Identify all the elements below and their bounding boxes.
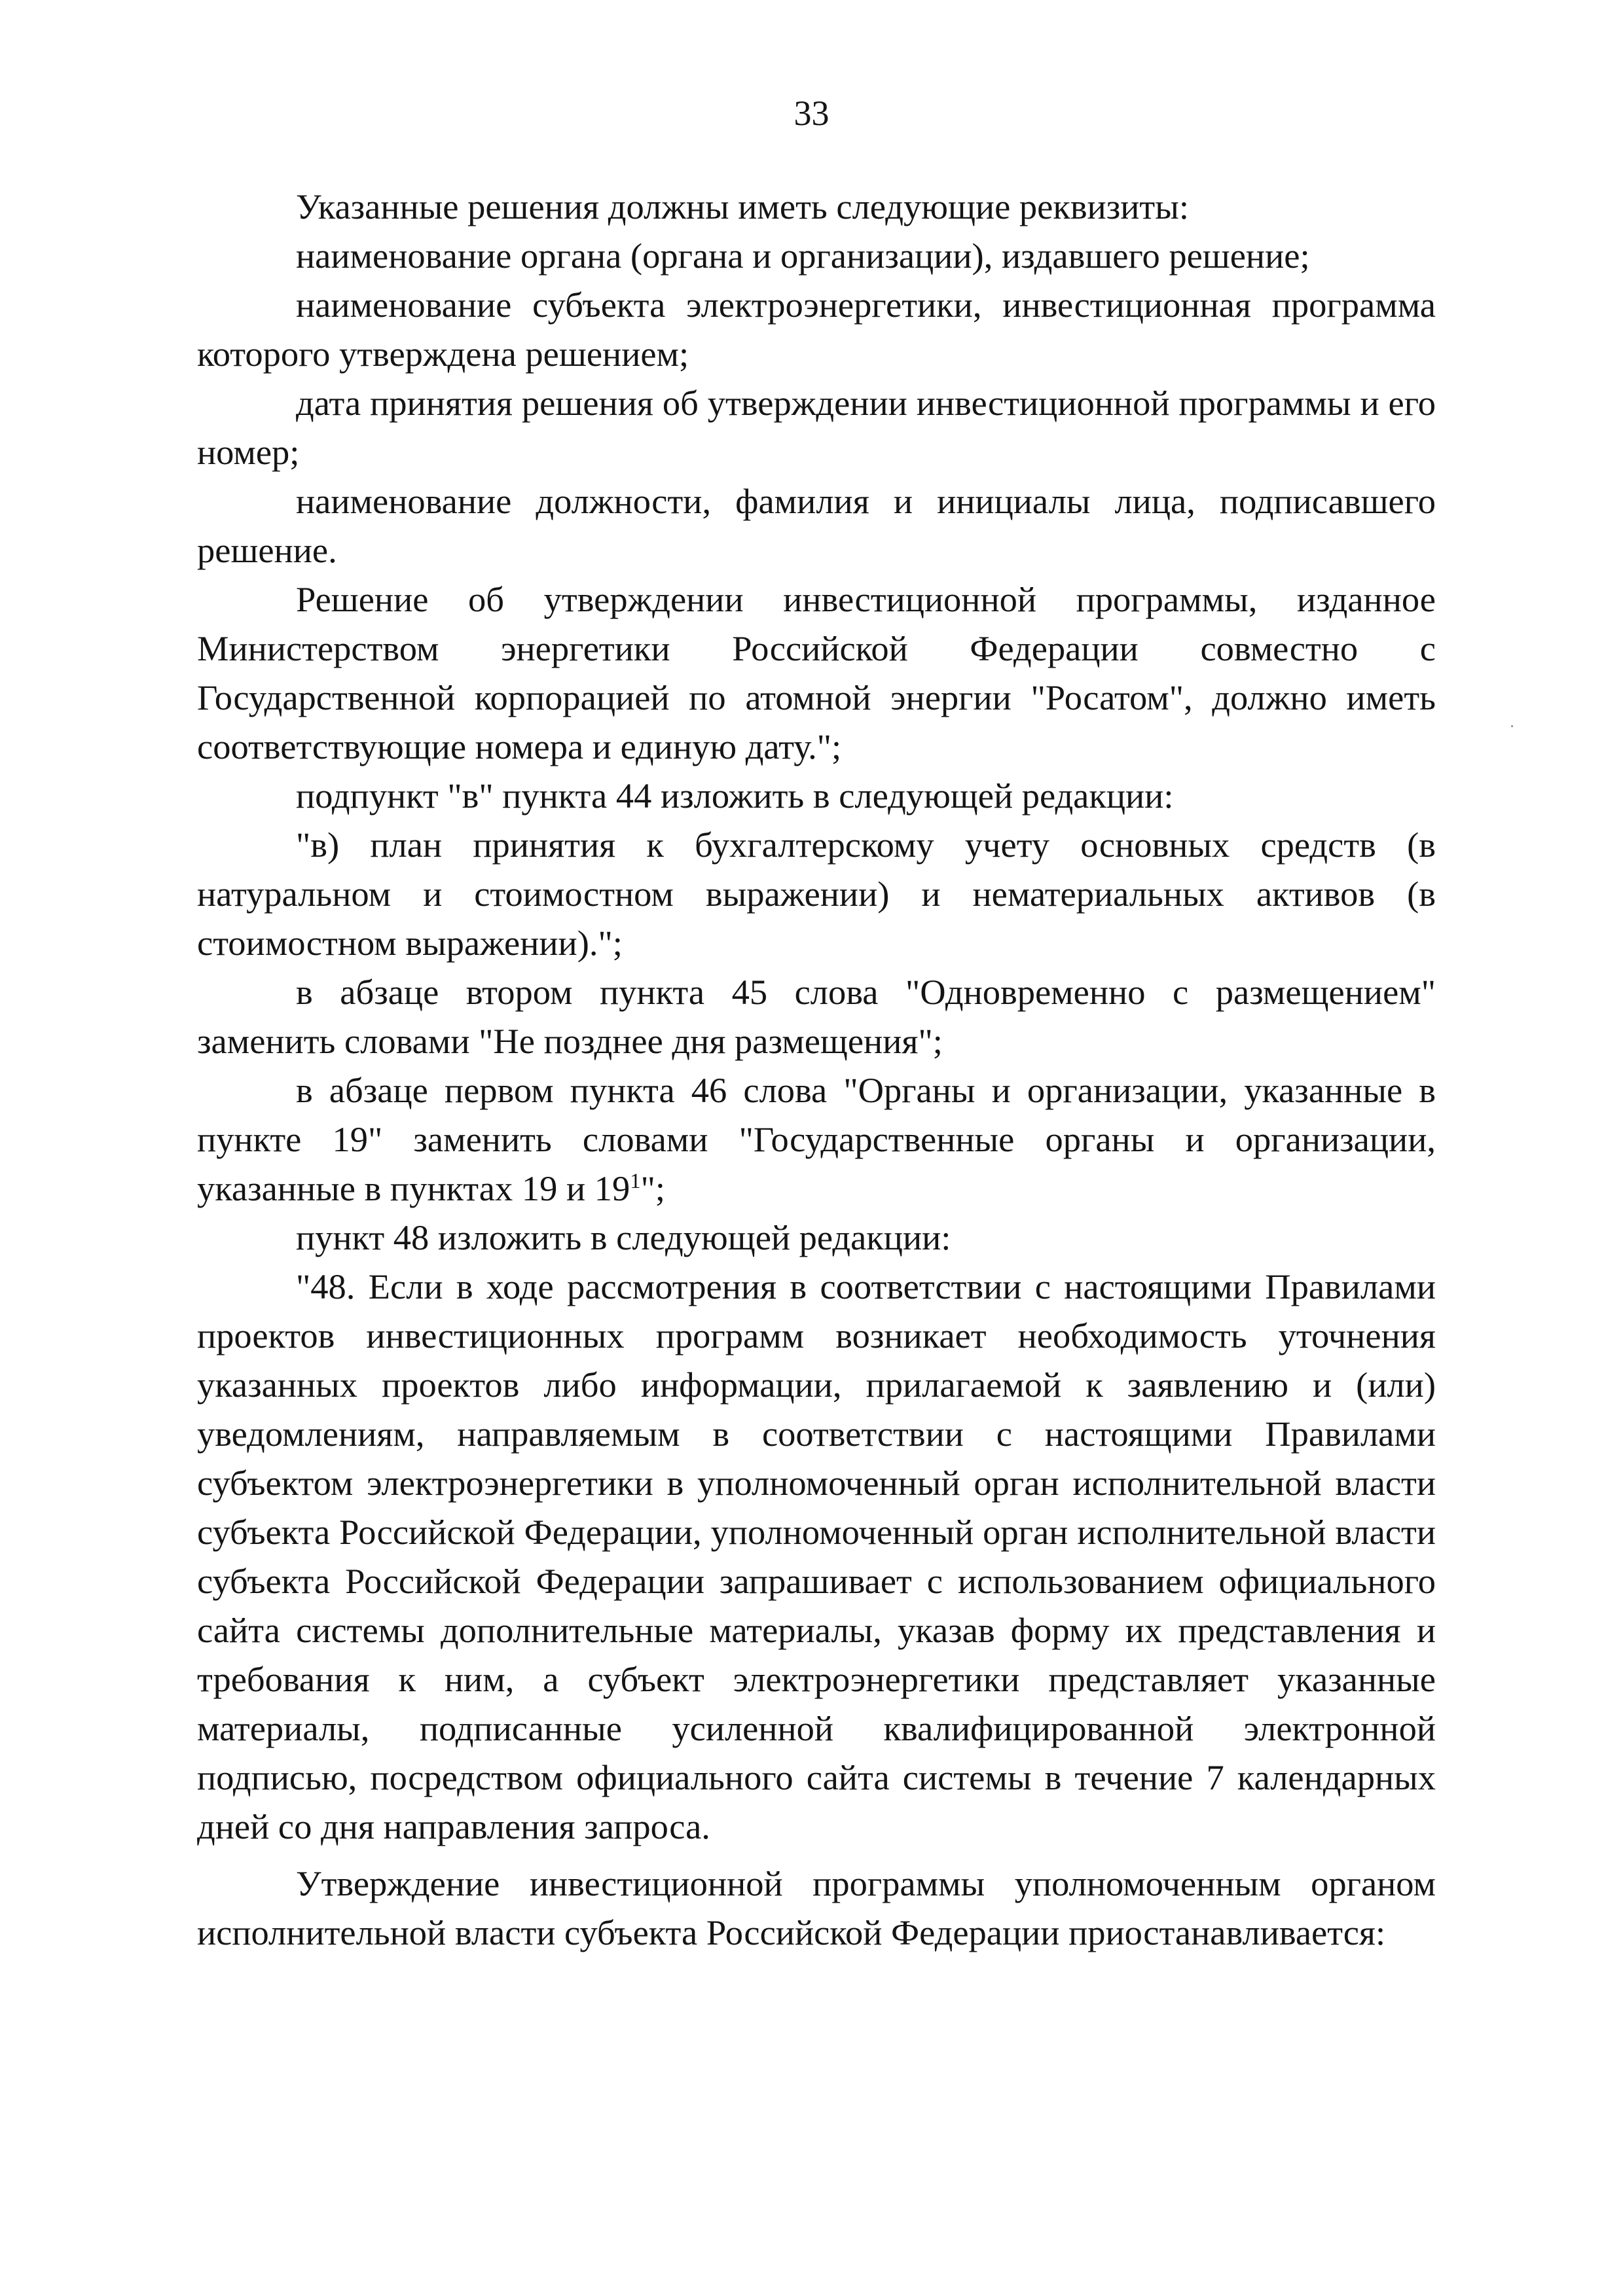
- scan-speck: [1511, 725, 1513, 727]
- paragraph: Указанные решения должны иметь следующие реквизиты:: [296, 187, 1189, 226]
- paragraph: наименование органа (органа и организации), издавшего решение;: [296, 236, 1310, 276]
- paragraph: "в) план принятия к бухгалтерскому учету основных средств (в натуральном и стоимостном выражении) и нематериальных активов (в стоимостном выражении).";: [197, 825, 1436, 963]
- superscript: 1: [630, 1169, 641, 1193]
- paragraph: "48. Если в ходе рассмотрения в соответствии с настоящими Правилами проектов инвестиционных программ возникает необходимость уточнения указанных проектов либо информации, прилагаемой к заявлению и (или) уведомлениям, направляемым в соответствии с настоящими Правилами субъектом электроэнергетики в уполномоченный орган исполнительной власти субъекта Российской Федерации, уполномоченный орган исполнительной власти субъекта Российской Федерации запрашивает с использованием официального сайта системы дополнительные материалы, указав форму их представления и требования к ним, а субъект электроэнергетики представляет указанные материалы, подписанные усиленной квалифицированной электронной подписью, посредством официального сайта системы в течение 7 календарных дней со дня направления запроса.: [197, 1266, 1436, 1846]
- paragraph: подпункт "в" пункта 44 изложить в следующей редакции:: [296, 776, 1174, 816]
- paragraph: наименование субъекта электроэнергетики, инвестиционная программа которого утверждена решением;: [197, 285, 1436, 374]
- page-number: 33: [793, 94, 830, 133]
- paragraph: [197, 1066, 1436, 1213]
- paragraph-text: в абзаце первом пункта 46 слова "Органы и организации, указанные в пункте 19" заменить словами "Государственные органы и организации, указанные в пунктах 19 и 19: [197, 1070, 1436, 1208]
- paragraph: Утверждение инвестиционной программы уполномоченным органом исполнительной власти субъекта Российской Федерации приостанавливается:: [197, 1863, 1436, 1952]
- document-body: [197, 182, 1436, 1957]
- paragraph: наименование должности, фамилия и инициалы лица, подписавшего решение.: [197, 481, 1436, 570]
- paragraph: Решение об утверждении инвестиционной программы, изданное Министерством энергетики Российской Федерации совместно с Государственной корпорацией по атомной энергии "Росатом", должно иметь соответствующие номера и единую дату.";: [197, 579, 1436, 766]
- paragraph: в абзаце втором пункта 45 слова "Одновременно с размещением" заменить словами "Не позднее дня размещения";: [197, 972, 1436, 1061]
- paragraph: дата принятия решения об утверждении инвестиционной программы и его номер;: [197, 383, 1436, 472]
- paragraph: пункт 48 изложить в следующей редакции:: [296, 1217, 951, 1257]
- paragraph-tail: ";: [640, 1168, 665, 1208]
